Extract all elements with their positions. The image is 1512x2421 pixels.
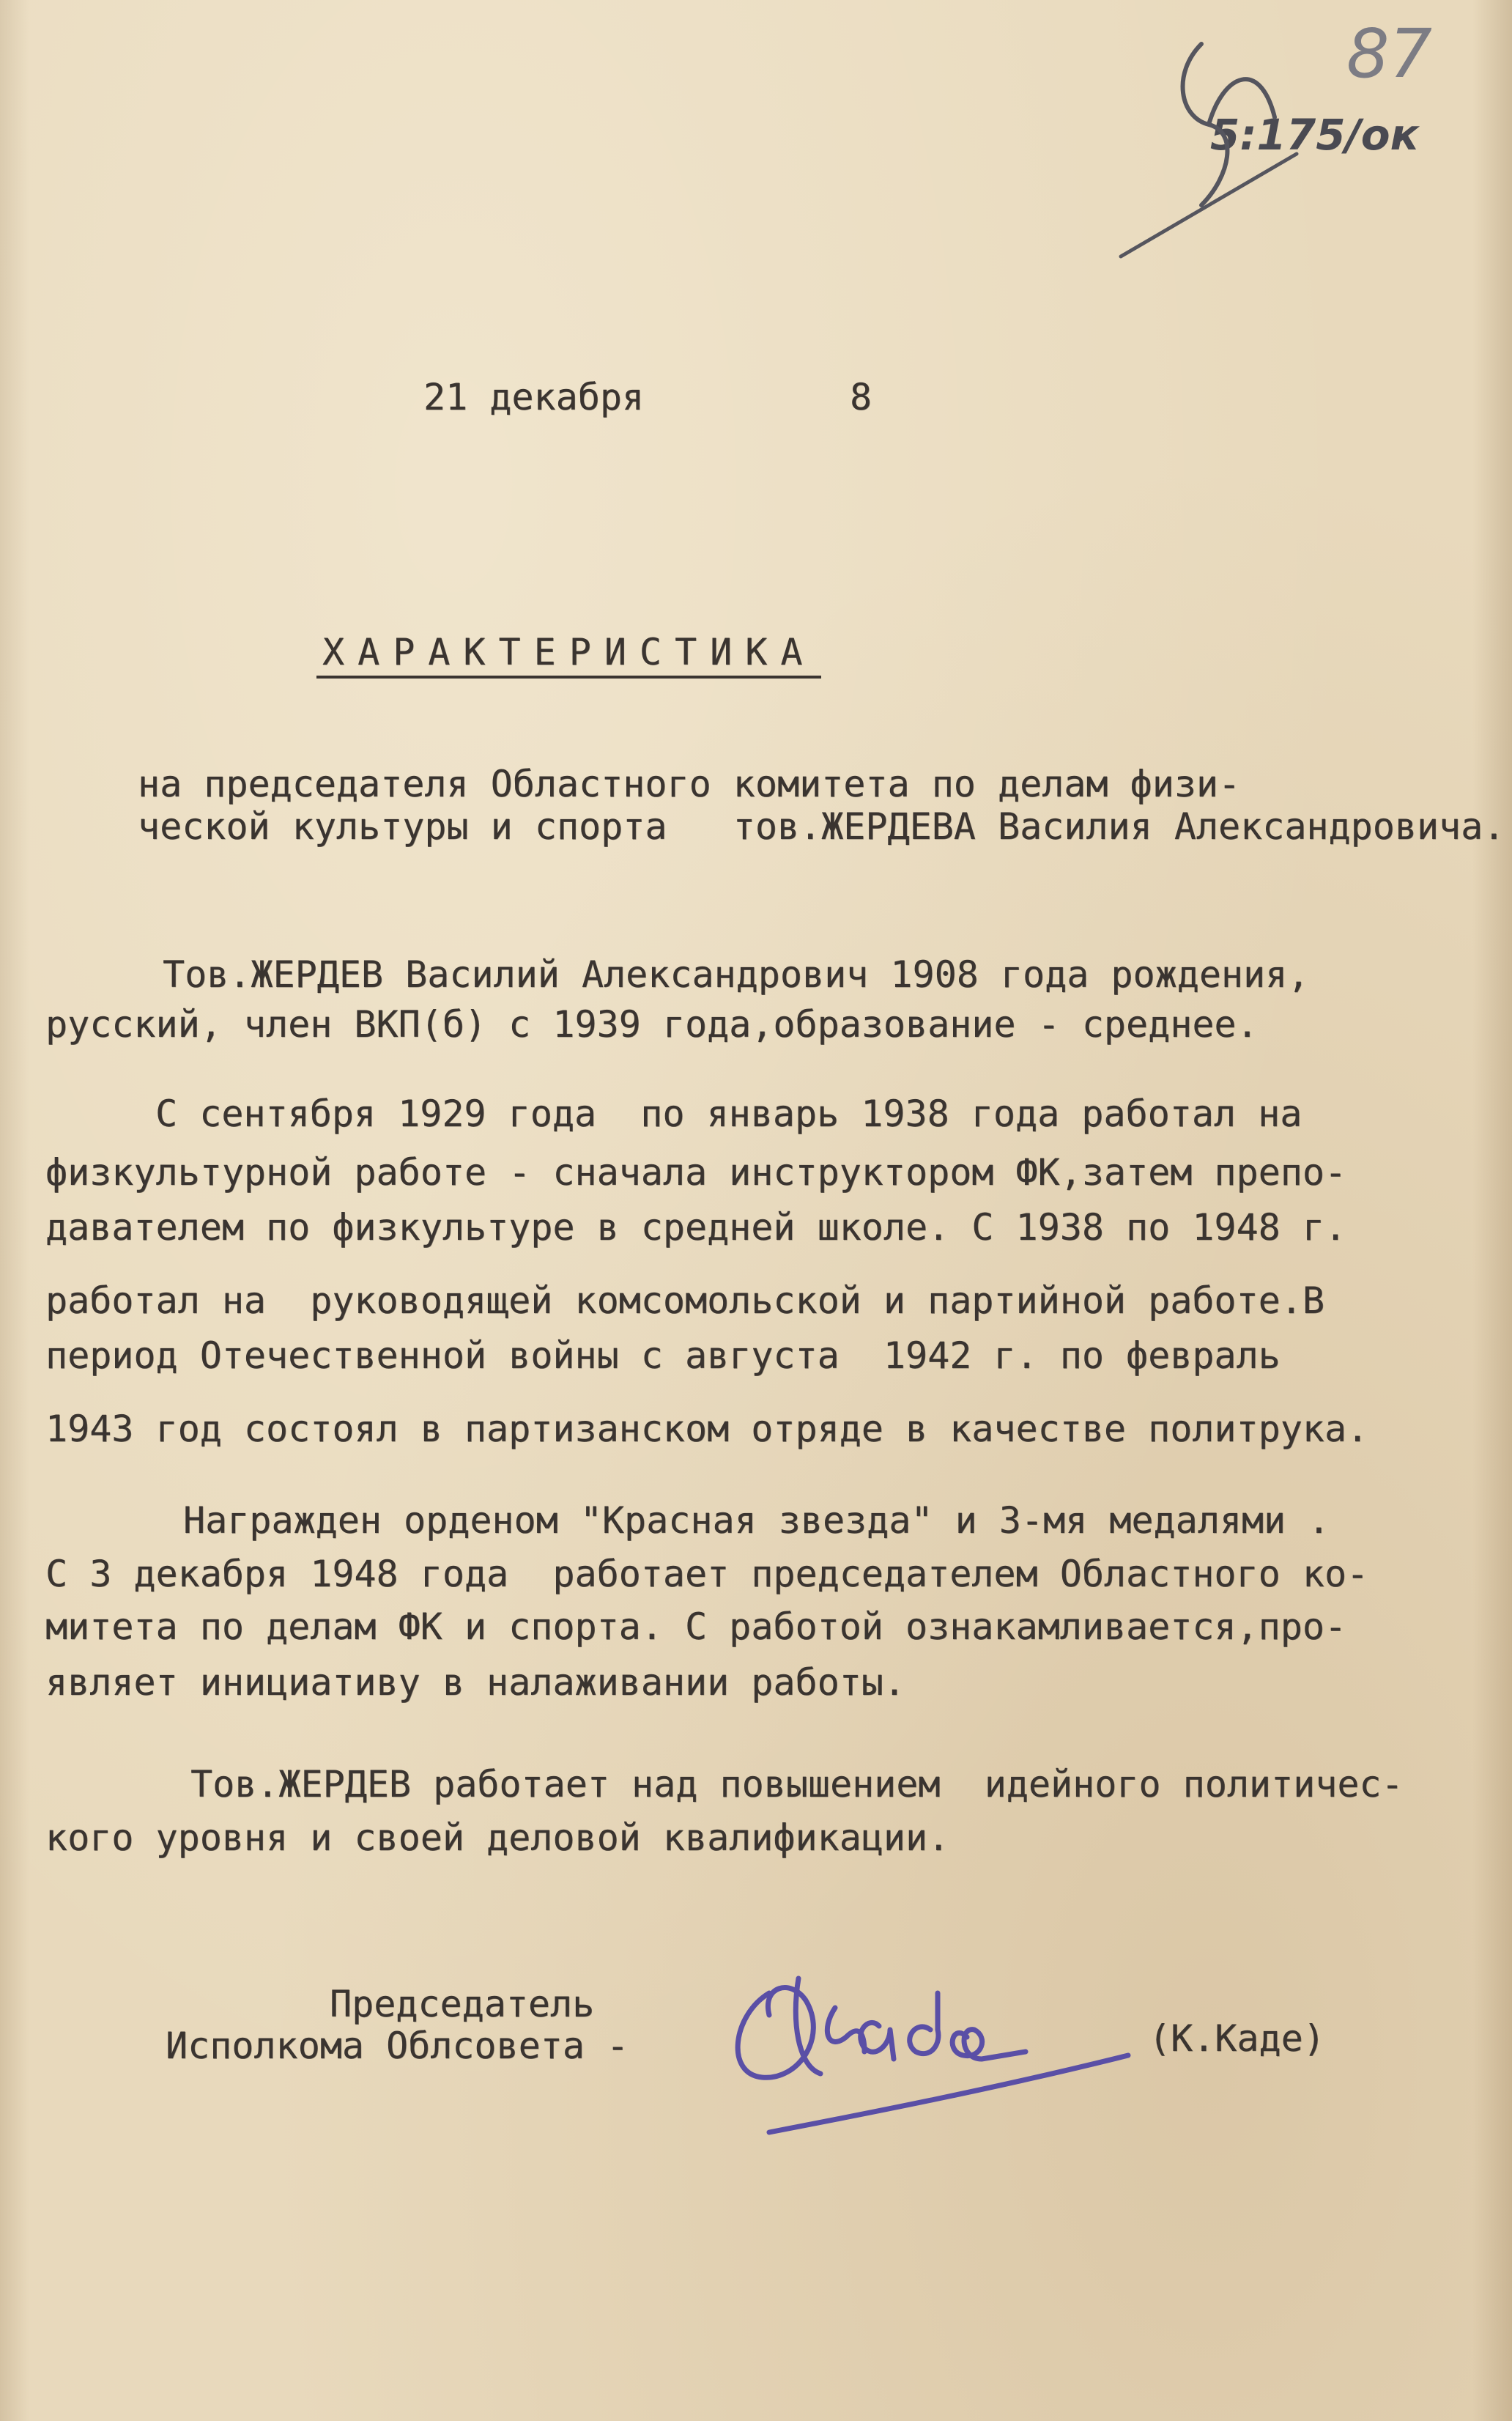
subtitle-line-1: на председателя Областного комитета по делам физи- bbox=[138, 763, 1241, 805]
paragraph-3-line-1: Награжден орденом "Красная звезда" и 3-мя медалями . bbox=[183, 1499, 1330, 1542]
date-day-month: 21 декабря bbox=[423, 376, 645, 418]
signature-icon bbox=[718, 1949, 1172, 2154]
paragraph-1-line-1: Тов.ЖЕРДЕВ Василий Александрович 1908 года рождения, bbox=[163, 953, 1310, 996]
pencil-mark-icon bbox=[1113, 29, 1304, 264]
signer-position-line-1: Председатель bbox=[330, 1983, 595, 2025]
paragraph-2-line-4: работал на руководящей комсомольской и партийной работе.В bbox=[45, 1279, 1324, 1322]
paragraph-2-line-5: период Отечественной войны с августа 1942 г. по февраль bbox=[45, 1334, 1281, 1377]
date-year-fragment: 8 bbox=[850, 376, 872, 418]
signer-position-line-2: Исполкома Облсовета - bbox=[166, 2025, 629, 2067]
paragraph-2-line-2: физкультурной работе - сначала инструктором ФК,затем препо- bbox=[45, 1151, 1347, 1194]
paragraph-2-line-3: давателем по физкультуре в средней школе. С 1938 по 1948 г. bbox=[45, 1206, 1347, 1249]
paragraph-3-line-2: С 3 декабря 1948 года работает председателем Областного ко- bbox=[45, 1553, 1369, 1595]
paragraph-2-line-6: 1943 год состоял в партизанском отряде в качестве политрука. bbox=[45, 1408, 1369, 1450]
signer-name: (К.Каде) bbox=[1149, 2017, 1325, 2060]
paragraph-3-line-3: митета по делам ФК и спорта. С работой ознакамливается,про- bbox=[45, 1605, 1347, 1648]
archive-reference: 5:175/ок bbox=[1210, 110, 1420, 160]
document-title: ХАРАКТЕРИСТИКА bbox=[316, 630, 821, 679]
paragraph-3-line-4: являет инициативу в налаживании работы. bbox=[45, 1661, 905, 1704]
subtitle-line-2: ческой культуры и спорта тов.ЖЕРДЕВА Василия Александровича. bbox=[138, 805, 1505, 848]
paragraph-4-line-2: кого уровня и своей деловой квалификации. bbox=[45, 1816, 950, 1859]
paragraph-2-line-1: С сентября 1929 года по январь 1938 года работал на bbox=[155, 1093, 1302, 1135]
folio-number: 87 bbox=[1346, 15, 1433, 93]
paragraph-4-line-1: Тов.ЖЕРДЕВ работает над повышением идейного политичес- bbox=[190, 1763, 1404, 1805]
paragraph-1-line-2: русский, член ВКП(б) с 1939 года,образование - среднее. bbox=[45, 1003, 1259, 1046]
